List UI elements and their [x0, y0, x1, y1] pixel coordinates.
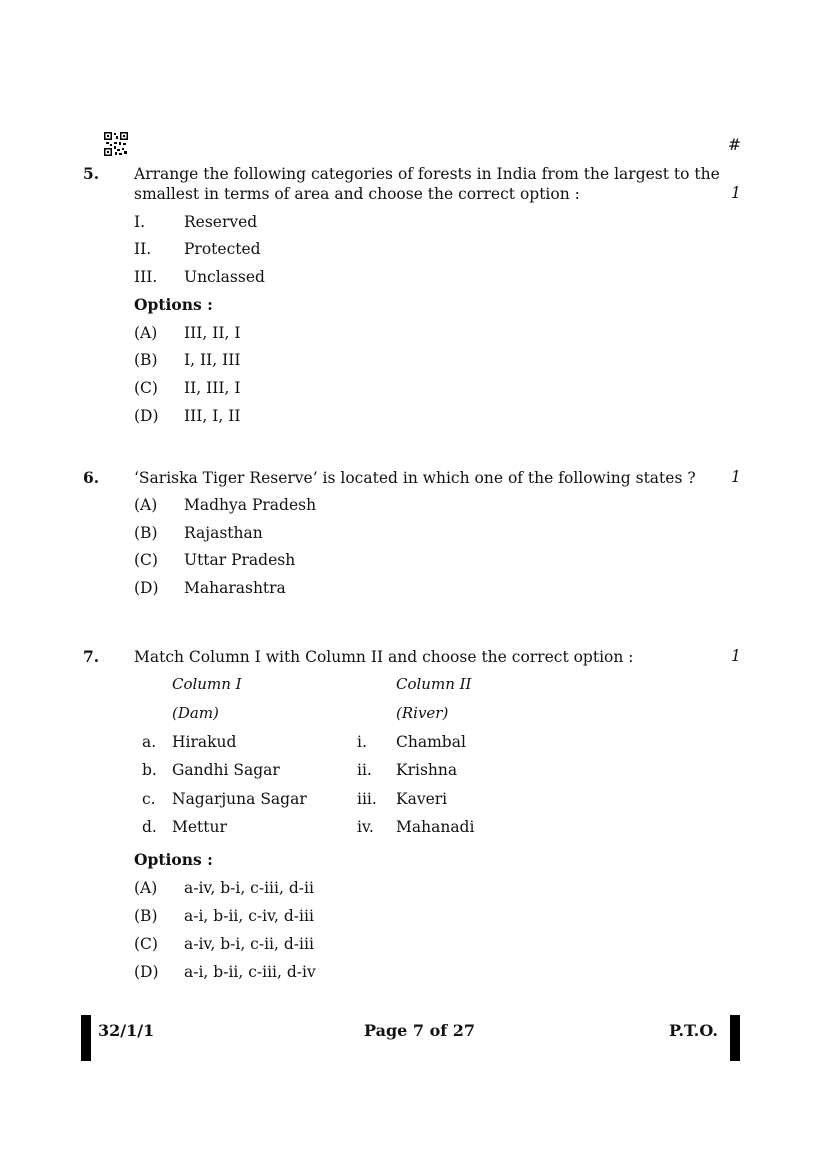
- match-row-dam: Hirakud: [172, 733, 237, 751]
- match-row-dam: Mettur: [172, 818, 227, 836]
- match-row-label: b.: [142, 761, 157, 779]
- q7-option-c-text: a-iv, b-i, c-ii, d-iii: [184, 935, 314, 953]
- q5-item-label: III.: [134, 268, 158, 286]
- page-number: Page 7 of 27: [364, 1021, 475, 1040]
- q5-item-text: Protected: [184, 240, 261, 258]
- q5-item-text: Reserved: [184, 213, 258, 231]
- q5-option-c-label: (C): [134, 379, 158, 397]
- q6-option-b-text: Rajasthan: [184, 524, 263, 542]
- q5-option-b-text: I, II, III: [184, 351, 241, 369]
- q5-option-a-label: (A): [134, 324, 158, 342]
- q7-option-d-text: a-i, b-ii, c-iii, d-iv: [184, 963, 316, 981]
- match-row-label: c.: [142, 790, 156, 808]
- question-5-text-line2: smallest in terms of area and choose the correct option :: [134, 185, 580, 203]
- qr-code-icon: [104, 132, 128, 156]
- match-row-river: Chambal: [396, 733, 466, 751]
- q6-option-b-label: (B): [134, 524, 158, 542]
- q6-option-d-label: (D): [134, 579, 159, 597]
- match-row-numeral: iii.: [357, 790, 377, 808]
- q5-item-label: II.: [134, 240, 152, 258]
- q6-option-d-text: Maharashtra: [184, 579, 286, 597]
- match-row-numeral: i.: [357, 733, 367, 751]
- q7-option-a-text: a-iv, b-i, c-iii, d-ii: [184, 879, 314, 897]
- q5-options-heading: Options :: [134, 295, 213, 314]
- match-row-dam: Gandhi Sagar: [172, 761, 280, 779]
- q7-option-b-text: a-i, b-ii, c-iv, d-iii: [184, 907, 314, 925]
- pto-label: P.T.O.: [669, 1021, 718, 1040]
- column-1-header: Column I: [172, 675, 242, 693]
- q6-option-a-text: Madhya Pradesh: [184, 496, 317, 514]
- question-7-text: Match Column I with Column II and choose the correct option :: [134, 648, 634, 666]
- question-7-marks: 1: [731, 647, 741, 665]
- q5-item-text: Unclassed: [184, 268, 265, 286]
- q6-option-a-label: (A): [134, 496, 158, 514]
- q7-options-heading: Options :: [134, 850, 213, 869]
- match-row-numeral: ii.: [357, 761, 372, 779]
- q5-option-d-text: III, I, II: [184, 407, 241, 425]
- question-7-number: 7.: [83, 647, 100, 666]
- match-row-dam: Nagarjuna Sagar: [172, 790, 307, 808]
- question-6-marks: 1: [731, 468, 741, 486]
- q7-option-b-label: (B): [134, 907, 158, 925]
- question-5-number: 5.: [83, 164, 100, 183]
- column-2-subheader: (River): [396, 704, 449, 722]
- match-row-label: a.: [142, 733, 157, 751]
- q5-item-label: I.: [134, 213, 146, 231]
- page-hash: #: [728, 136, 741, 154]
- q6-option-c-text: Uttar Pradesh: [184, 551, 296, 569]
- q5-option-d-label: (D): [134, 407, 159, 425]
- match-row-river: Krishna: [396, 761, 458, 779]
- question-5-marks: 1: [731, 184, 741, 202]
- match-row-river: Mahanadi: [396, 818, 475, 836]
- footer-left-bar: [81, 1015, 91, 1061]
- match-row-numeral: iv.: [357, 818, 374, 836]
- q7-option-a-label: (A): [134, 879, 158, 897]
- question-6-number: 6.: [83, 468, 100, 487]
- q6-option-c-label: (C): [134, 551, 158, 569]
- q7-option-c-label: (C): [134, 935, 158, 953]
- match-row-river: Kaveri: [396, 790, 448, 808]
- q7-option-d-label: (D): [134, 963, 159, 981]
- paper-code: 32/1/1: [98, 1021, 155, 1040]
- column-1-subheader: (Dam): [172, 704, 219, 722]
- question-6-text: ‘Sariska Tiger Reserve’ is located in which one of the following states ?: [134, 469, 696, 487]
- q5-option-c-text: II, III, I: [184, 379, 241, 397]
- match-row-label: d.: [142, 818, 157, 836]
- q5-option-a-text: III, II, I: [184, 324, 241, 342]
- q5-option-b-label: (B): [134, 351, 158, 369]
- column-2-header: Column II: [396, 675, 472, 693]
- footer-right-bar: [730, 1015, 740, 1061]
- question-5-text-line1: Arrange the following categories of forests in India from the largest to the: [134, 165, 720, 183]
